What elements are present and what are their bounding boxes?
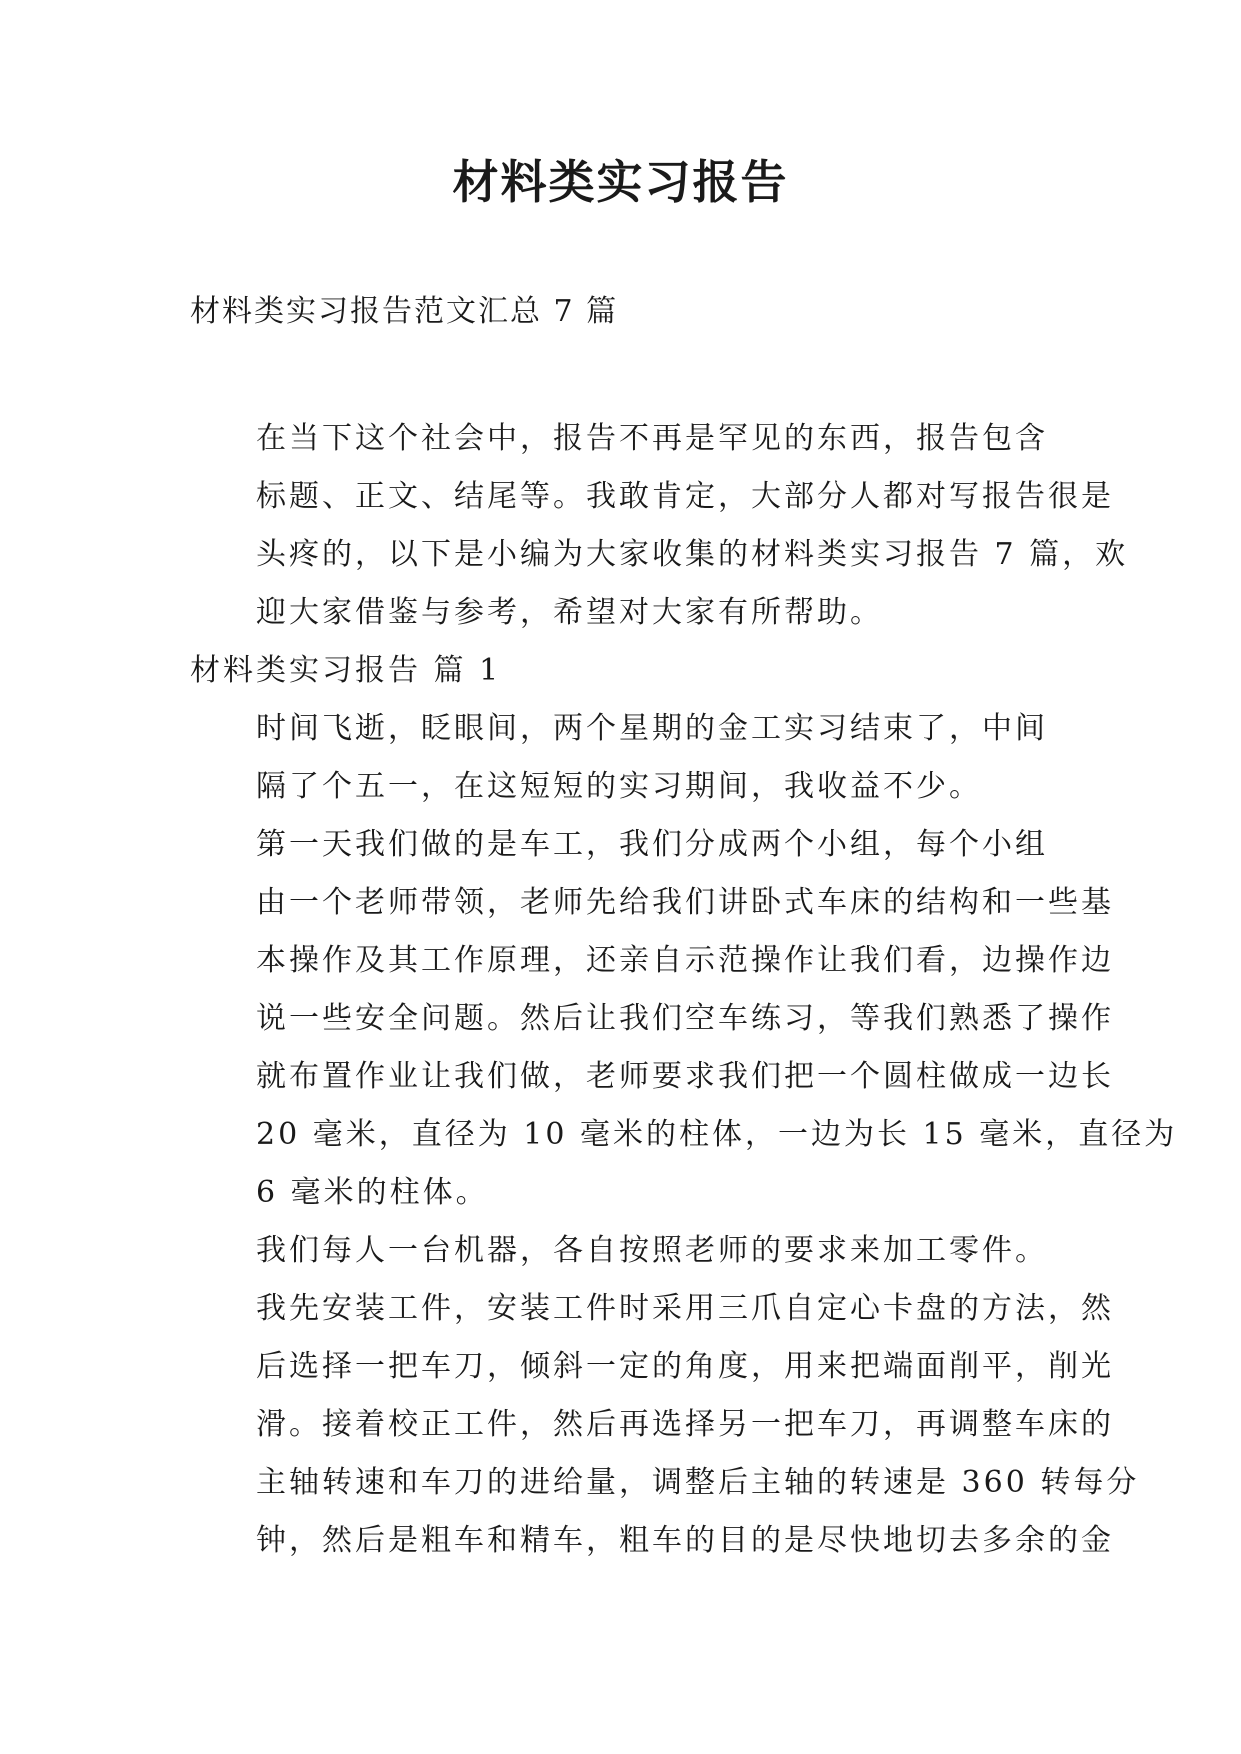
text-line: 迎大家借鉴与参考，希望对大家有所帮助。 bbox=[256, 595, 883, 630]
document-body bbox=[190, 410, 1178, 1570]
text-line: 标题、正文、结尾等。我敢肯定，大部分人都对写报告很是 bbox=[256, 479, 1114, 514]
text-line: 我们每人一台机器，各自按照老师的要求来加工零件。 bbox=[256, 1233, 1048, 1268]
text-line: 就布置作业让我们做，老师要求我们把一个圆柱做成一边长 bbox=[256, 1059, 1114, 1094]
text-line: 20 毫米，直径为 10 毫米的柱体，一边为长 15 毫米，直径为 bbox=[256, 1117, 1178, 1152]
body-paragraph bbox=[190, 700, 1060, 816]
text-line: 在当下这个社会中，报告不再是罕见的东西，报告包含 bbox=[256, 421, 1048, 456]
text-line: 由一个老师带领，老师先给我们讲卧式车床的结构和一些基 bbox=[256, 885, 1114, 920]
text-line: 材料类实习报告 篇 1 bbox=[190, 653, 502, 688]
body-paragraph bbox=[190, 816, 1178, 1222]
text-line: 说一些安全问题。然后让我们空车练习，等我们熟悉了操作 bbox=[256, 1001, 1114, 1036]
text-line: 钟，然后是粗车和精车，粗车的目的是尽快地切去多余的金 bbox=[256, 1523, 1114, 1558]
body-paragraph bbox=[190, 410, 1129, 642]
section-heading bbox=[190, 642, 1060, 700]
document-subtitle: 材料类实习报告范文汇总 7 篇 bbox=[190, 294, 619, 329]
body-paragraph bbox=[190, 1222, 1140, 1570]
text-line: 后选择一把车刀，倾斜一定的角度，用来把端面削平，削光 bbox=[256, 1349, 1114, 1384]
text-line: 隔了个五一，在这短短的实习期间，我收益不少。 bbox=[256, 769, 982, 804]
text-line: 6 毫米的柱体。 bbox=[256, 1175, 489, 1210]
text-line: 头疼的，以下是小编为大家收集的材料类实习报告 7 篇，欢 bbox=[256, 537, 1129, 572]
text-line: 我先安装工件，安装工件时采用三爪自定心卡盘的方法，然 bbox=[256, 1291, 1114, 1326]
text-line: 滑。接着校正工件，然后再选择另一把车刀，再调整车床的 bbox=[256, 1407, 1114, 1442]
document-title: 材料类实习报告 bbox=[452, 155, 789, 209]
text-line: 主轴转速和车刀的进给量，调整后主轴的转速是 360 转每分 bbox=[256, 1465, 1140, 1500]
text-line: 时间飞逝，眨眼间，两个星期的金工实习结束了，中间 bbox=[256, 711, 1048, 746]
text-line: 本操作及其工作原理，还亲自示范操作让我们看，边操作边 bbox=[256, 943, 1114, 978]
text-line: 第一天我们做的是车工，我们分成两个小组，每个小组 bbox=[256, 827, 1048, 862]
